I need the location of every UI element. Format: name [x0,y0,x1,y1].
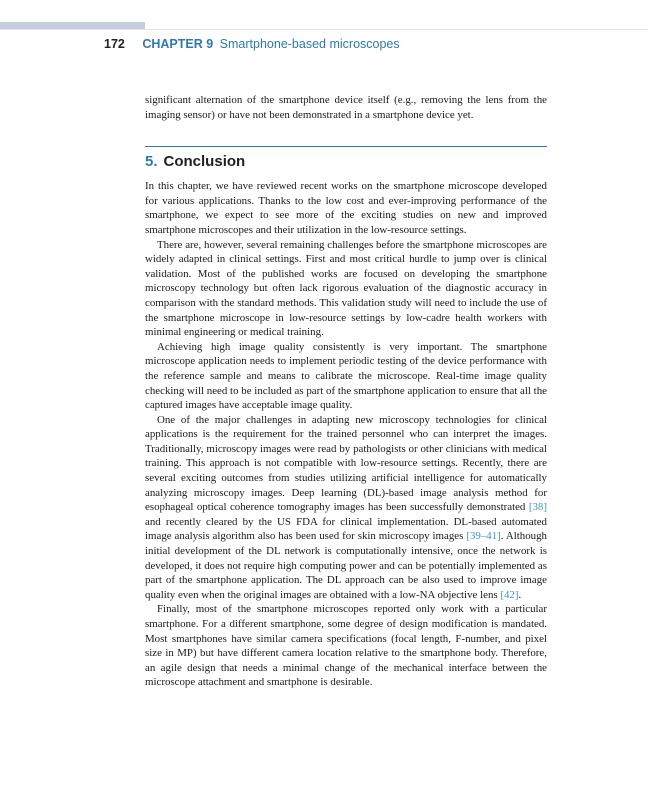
chapter-label: CHAPTER 9 [142,37,214,51]
paragraph-4 [145,413,547,603]
paragraph-2: There are, however, several remaining challenges before the smartphone microscopes are widely adapted in clinical settings. First and most critical hurdle to jump over is clinical validation. Most of the published works are focused on developing the smartphone microscopy technology but often lack rigorous evaluation of the diagnostic accuracy in comparison with the standard methods. This validation study will need to include the use of the smartphone microscope in low-resource settings by low-cadre health workers with minimal engineering or medical training. [145,238,547,339]
paragraph-4-text-d: . [518,588,522,601]
citation-link-38[interactable]: [38] [528,501,547,514]
paragraph-4-text-b: and recently cleared by the US FDA for clinical implementation. DL-based automated image analysis algorithm also has been used for skin microscopy images [145,515,547,543]
citation-link-39-41[interactable]: [39–41] [466,530,501,543]
intro-paragraph: significant alternation of the smartphone device itself (e.g., removing the lens from the imaging sensor) or have not been demonstrated in a smartphone device yet. [145,94,547,121]
page-body [145,93,547,690]
section-divider [145,146,547,147]
running-header [104,36,400,52]
paragraph-5: Finally, most of the smartphone microscopes reported only work with a particular smartphone. For a different smartphone, some degree of design modification is mandated. Most smartphones have similar camera specifications (focal length, F-number, and pixel size in MP) but have different camera location relative to the smartphone body. Therefore, an agile design that needs a minimal change of the mechanical interface between the microscope attachment and smartphone is desirable. [145,603,547,689]
paragraph-3: Achieving high image quality consistently is very important. The smartphone microscope application needs to implement periodic testing of the device performance with the reference sample and means to calibrate the microscope. Real-time image quality checking will need to be included as part of the smartphone application to ensure that all the captured images have acceptable image quality. [145,340,547,412]
section-title: Conclusion [163,153,246,171]
section-heading [145,153,547,171]
paragraph-4-text-c: . Although initial development of the DL network is computationally intensive, once the network is developed, it does not require high computing power and can be potentially implemented as part of the smartphone application. The DL approach can be also used to improve image quality even when the original images are obtained with a low-NA objective lens [145,530,547,601]
header-rule [0,29,648,30]
citation-link-42[interactable]: [42] [500,588,519,601]
paragraph-4-text-a: One of the major challenges in adapting new microscopy technologies for clinical applications is the requirement for the trained personnel who can interpret the images. Traditionally, microscopy images were read by pathologists or other clinicians with medical training. This approach is not compatible with low-resource settings. Recently, there are several exciting outcomes from studies utilizing artificial intelligence for automatically analyzing microscopy images. Deep learning (DL)-based image analysis method for esophageal optical coherence tomography images has been successfully demonstrated [145,413,547,514]
section-number: 5. [145,153,158,171]
page-number: 172 [104,37,125,51]
paragraph-1: In this chapter, we have reviewed recent works on the smartphone microscope developed for various applications. Thanks to the low cost and ever-improving performance of the smartphone, we expect to see more of the exciting studies on new and improved smartphone microscopes and their utilization in the low-resource settings. [145,180,547,236]
chapter-title: Smartphone-based microscopes [219,37,400,51]
